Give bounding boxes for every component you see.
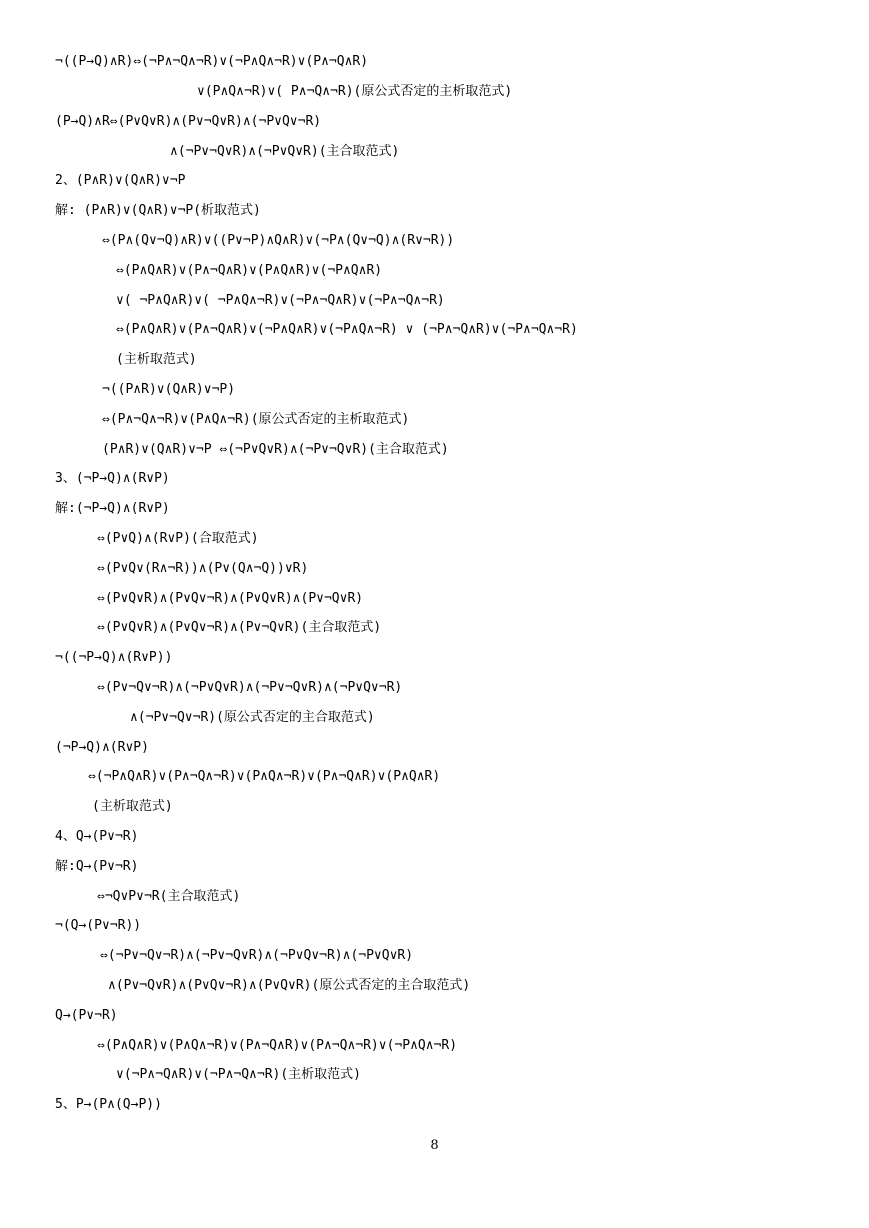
text-line: 解:Q→(P∨¬R) [55, 859, 139, 874]
text-line: ⇔(¬P∨¬Q∨¬R)∧(¬P∨¬Q∨R)∧(¬P∨Q∨¬R)∧(¬P∨Q∨R) [100, 948, 414, 963]
text-line: ⇔(P∧Q∧R)∨(P∧¬Q∧R)∨(¬P∧Q∧R)∨(¬P∧Q∧¬R) ∨ (¬P∧¬Q∧R)∨(¬P∧¬Q∧¬R) [116, 322, 578, 337]
text-line: ⇔(P∧Q∧R)∨(P∧¬Q∧R)∨(P∧Q∧R)∨(¬P∧Q∧R) [116, 263, 383, 278]
text-line: (主析取范式) [92, 799, 173, 814]
text-line: ¬((P→Q)∧R)⇔(¬P∧¬Q∧¬R)∨(¬P∧Q∧¬R)∨(P∧¬Q∧R) [55, 54, 369, 69]
page-number: 8 [430, 1138, 439, 1153]
section-heading: 5、P→(P∧(Q→P)) [55, 1097, 162, 1112]
text-line: ∨(P∧Q∧¬R)∨( P∧¬Q∧¬R)(原公式否定的主析取范式) [197, 84, 513, 99]
text-line: ∧(P∨¬Q∨R)∧(P∨Q∨¬R)∧(P∨Q∨R)(原公式否定的主合取范式) [108, 978, 471, 993]
text-line: ⇔(P∧Q∧R)∨(P∧Q∧¬R)∨(P∧¬Q∧R)∨(P∧¬Q∧¬R)∨(¬P∧Q∧¬R) [97, 1038, 458, 1053]
text-line: ⇔¬Q∨P∨¬R(主合取范式) [97, 889, 241, 904]
text-line: ⇔(P∨Q)∧(R∨P)(合取范式) [97, 531, 259, 546]
text-line: Q→(P∨¬R) [55, 1008, 118, 1023]
text-line: (P→Q)∧R⇔(P∨Q∨R)∧(P∨¬Q∨R)∧(¬P∨Q∨¬R) [55, 114, 322, 129]
text-line: ∧(¬P∨¬Q∨¬R)(原公式否定的主合取范式) [130, 710, 375, 725]
text-line: ⇔(P∨¬Q∨¬R)∧(¬P∨Q∨R)∧(¬P∨¬Q∨R)∧(¬P∨Q∨¬R) [97, 680, 403, 695]
text-line: ⇔(P∨Q∨(R∧¬R))∧(P∨(Q∧¬Q))∨R) [97, 561, 309, 576]
text-line: (主析取范式) [116, 352, 197, 367]
text-line: ∨( ¬P∧Q∧R)∨( ¬P∧Q∧¬R)∨(¬P∧¬Q∧R)∨(¬P∧¬Q∧¬R) [116, 293, 445, 308]
text-line: 解: (P∧R)∨(Q∧R)∨¬P(析取范式) [55, 203, 261, 218]
text-line: ¬(Q→(P∨¬R)) [55, 918, 142, 933]
section-heading: 4、Q→(P∨¬R) [55, 829, 139, 844]
section-heading: 3、(¬P→Q)∧(R∨P) [55, 471, 170, 486]
section-heading: 2、(P∧R)∨(Q∧R)∨¬P [55, 173, 186, 188]
text-line: (P∧R)∨(Q∧R)∨¬P ⇔(¬P∨Q∨R)∧(¬P∨¬Q∨R)(主合取范式) [102, 442, 449, 457]
text-line: ¬((¬P→Q)∧(R∨P)) [55, 650, 173, 665]
text-line: (¬P→Q)∧(R∨P) [55, 740, 149, 755]
text-line: ⇔(P∨Q∨R)∧(P∨Q∨¬R)∧(P∨¬Q∨R)(主合取范式) [97, 620, 382, 635]
text-line: ∨(¬P∧¬Q∧R)∨(¬P∧¬Q∧¬R)(主析取范式) [116, 1067, 362, 1082]
text-line: ∧(¬P∨¬Q∨R)∧(¬P∨Q∨R)(主合取范式) [170, 144, 400, 159]
text-line: ⇔(P∧(Q∨¬Q)∧R)∨((P∨¬P)∧Q∧R)∨(¬P∧(Q∨¬Q)∧(R∨¬R)) [102, 233, 455, 248]
text-line: 解:(¬P→Q)∧(R∨P) [55, 501, 170, 516]
text-line: ⇔(P∨Q∨R)∧(P∨Q∨¬R)∧(P∨Q∨R)∧(P∨¬Q∨R) [97, 591, 364, 606]
text-line: ⇔(¬P∧Q∧R)∨(P∧¬Q∧¬R)∨(P∧Q∧¬R)∨(P∧¬Q∧R)∨(P∧Q∧R) [88, 769, 441, 784]
text-line: ¬((P∧R)∨(Q∧R)∨¬P) [102, 382, 236, 397]
text-line: ⇔(P∧¬Q∧¬R)∨(P∧Q∧¬R)(原公式否定的主析取范式) [102, 412, 410, 427]
